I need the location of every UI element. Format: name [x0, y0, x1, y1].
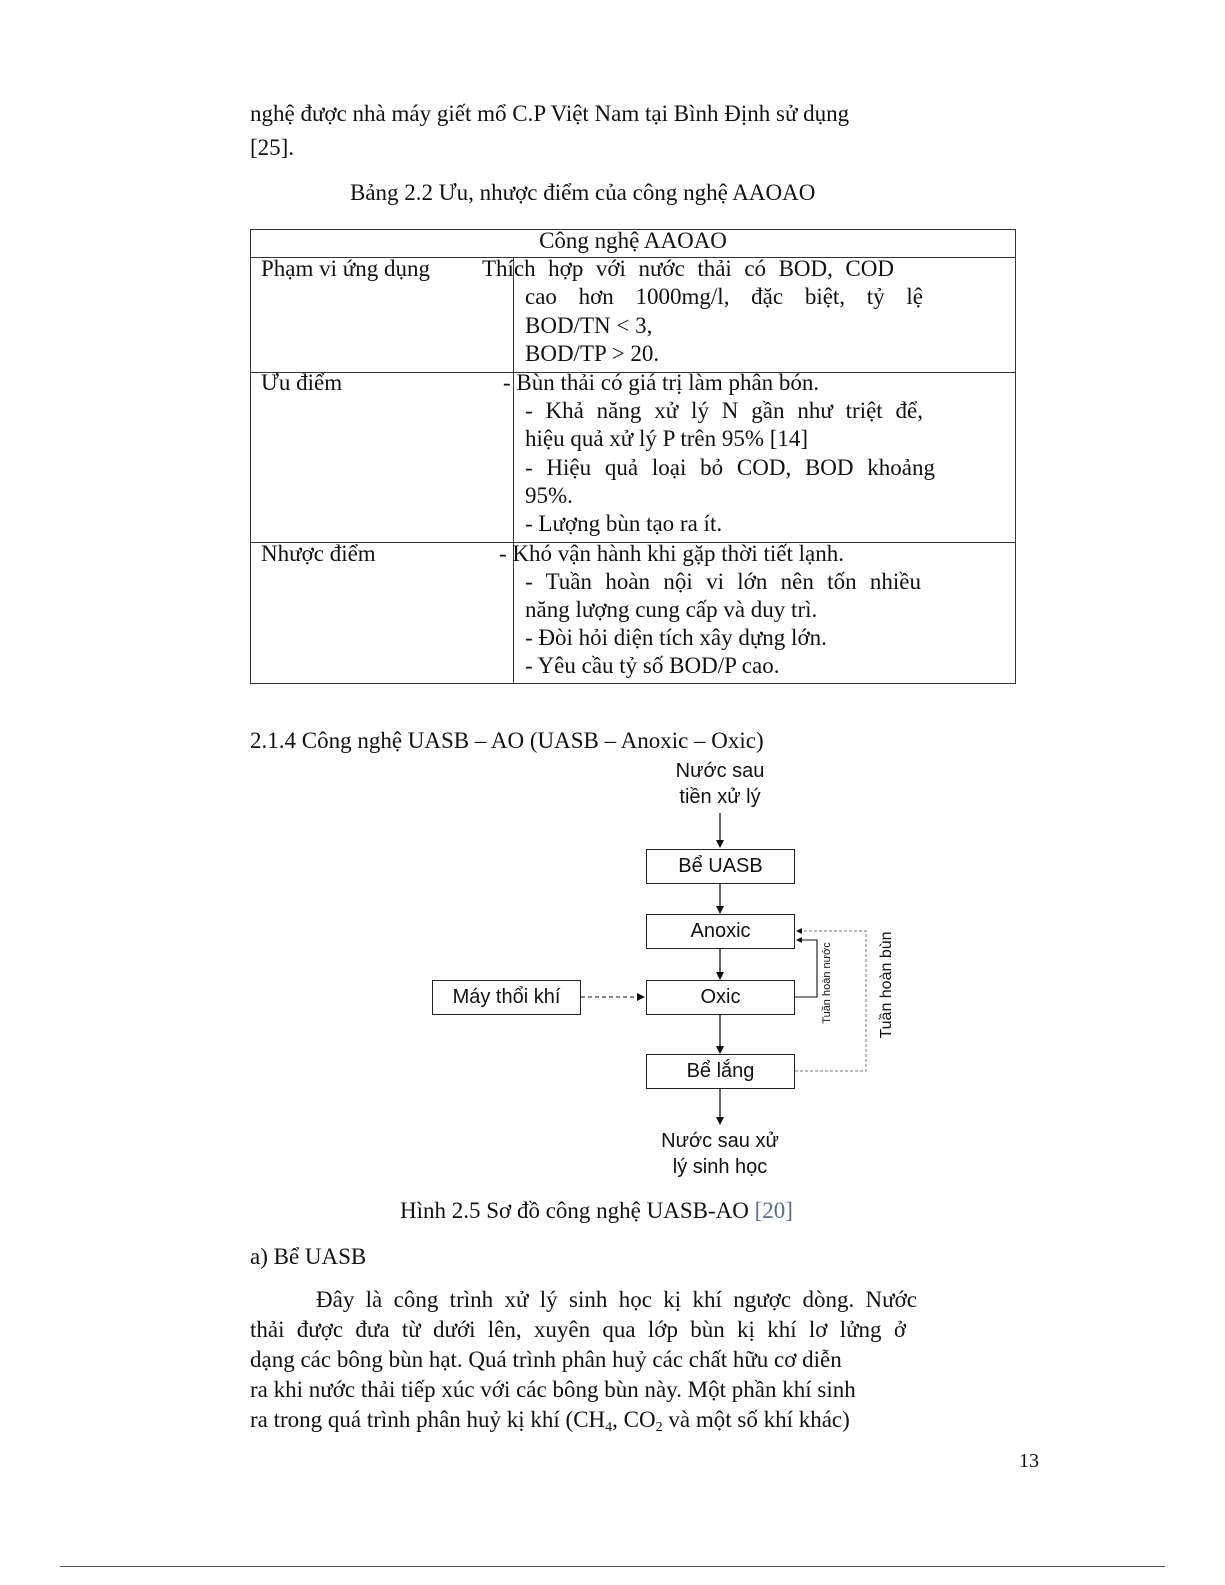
paragraph-text: , CO — [612, 1407, 656, 1432]
figure-caption-reference: [20] — [754, 1198, 793, 1223]
intro-line-1: nghệ được nhà máy giết mổ C.P Việt Nam tại Bình Định sử dụng — [250, 101, 850, 126]
row-advantages-line: - Bùn thải có giá trị làm phân bón. — [503, 370, 820, 395]
row-advantages-line: 95%. — [525, 483, 573, 508]
paragraph-line: thải được đưa từ dưới lên, xuyên qua lớp bùn kị khí lơ lửng ở — [250, 1317, 906, 1342]
paragraph-line: Đây là công trình xử lý sinh học kị khí ngược dòng. Nước — [316, 1287, 917, 1312]
table-caption: Bảng 2.2 Ưu, nhược điểm của công nghệ AAOAO — [350, 180, 816, 205]
row-advantages-line: hiệu quả xử lý P trên 95% [14] — [525, 426, 809, 451]
paragraph-text: ra trong quá trình phân huỷ kị khí (CH — [250, 1407, 606, 1432]
figure-caption — [400, 1196, 793, 1226]
row-disadvantages-line: - Tuần hoàn nội vi lớn nên tốn nhiều — [525, 569, 921, 594]
row-label-disadvantages: Nhược điểm — [261, 541, 376, 566]
row-scope-line: Thích hợp với nước thải có BOD, COD — [482, 256, 894, 281]
page-bottom-rule — [60, 1566, 1165, 1567]
uasb-tank-box: Bể UASB — [646, 849, 795, 884]
row-advantages-line: - Hiệu quả loại bỏ COD, BOD khoảng — [525, 455, 935, 480]
row-scope-line: BOD/TP > 20. — [525, 341, 660, 366]
arrow-water-recirculation — [795, 940, 817, 997]
intro-line-2: [25]. — [250, 135, 295, 160]
row-disadvantages-line: - Khó vận hành khi gặp thời tiết lạnh. — [499, 541, 844, 566]
input-label-line-2: tiền xử lý — [679, 786, 761, 808]
paragraph-line — [250, 1407, 915, 1433]
input-label-line-1: Nước sau — [675, 760, 765, 782]
row-label-scope: Phạm vi ứng dụng — [261, 256, 430, 281]
oxic-tank-box: Oxic — [646, 980, 795, 1015]
row-scope-line: cao hơn 1000mg/l, đặc biệt, tỷ lệ — [525, 284, 923, 309]
row-disadvantages-line: - Yêu cầu tỷ số BOD/P cao. — [525, 653, 780, 678]
subscript: 4 — [605, 1420, 613, 1435]
sludge-recirculation-label: Tuần hoàn bùn — [878, 931, 895, 1039]
row-disadvantages-line: - Đòi hỏi diện tích xây dựng lớn. — [525, 625, 827, 650]
output-label-line-2: lý sinh học — [672, 1156, 768, 1178]
paragraph-line: ra khi nước thải tiếp xúc với các bông bùn này. Một phần khí sinh — [250, 1377, 856, 1402]
subsection-heading: a) Bể UASB — [250, 1244, 367, 1269]
row-advantages-line: - Khả năng xử lý N gần như triệt để, — [525, 398, 923, 423]
page-number: 13 — [1019, 1450, 1039, 1472]
water-recirculation-label: Tuần hoàn nước — [821, 942, 833, 1024]
subscript: 2 — [655, 1420, 663, 1435]
settling-tank-box: Bể lắng — [646, 1054, 795, 1089]
row-scope-line: BOD/TN < 3, — [525, 313, 653, 338]
table-header: Công nghệ AAOAO — [539, 228, 727, 253]
output-label-line-1: Nước sau xử — [661, 1130, 779, 1152]
row-disadvantages-line: năng lượng cung cấp và duy trì. — [525, 597, 818, 622]
row-advantages-line: - Lượng bùn tạo ra ít. — [525, 511, 723, 536]
paragraph-text: và một số khí khác) — [662, 1407, 850, 1432]
air-blower-box: Máy thổi khí — [432, 980, 581, 1015]
section-heading: 2.1.4 Công nghệ UASB – AO (UASB – Anoxic – Oxic) — [250, 728, 764, 753]
row-label-advantages: Ưu điểm — [261, 370, 343, 395]
figure-caption-text: Hình 2.5 Sơ đồ công nghệ UASB-AO — [400, 1198, 749, 1223]
paragraph-line: dạng các bông bùn hạt. Quá trình phân huỷ các chất hữu cơ diễn — [250, 1347, 842, 1372]
anoxic-tank-box: Anoxic — [646, 914, 795, 949]
